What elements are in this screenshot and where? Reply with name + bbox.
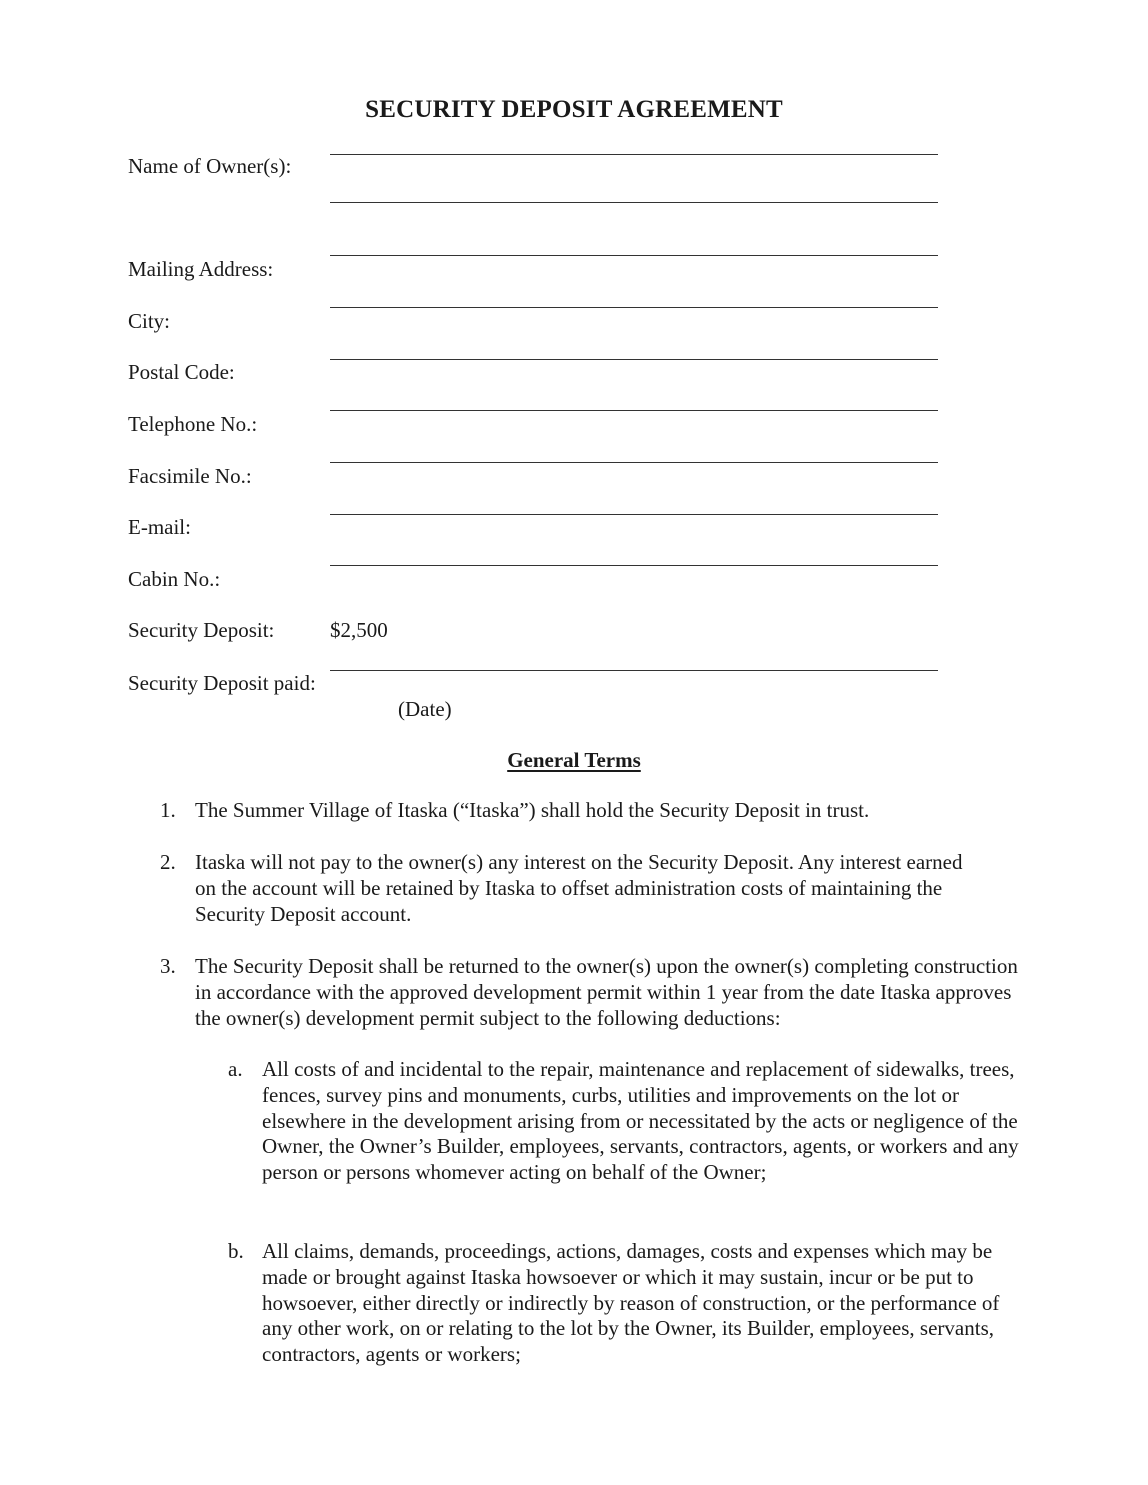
facsimile-label: Facsimile No.: (128, 464, 252, 488)
term-text: The Summer Village of Itaska (“Itaska”) shall hold the Security Deposit in trust. (195, 798, 870, 822)
telephone-field[interactable] (330, 410, 938, 411)
email-label: E-mail: (128, 515, 191, 539)
security-deposit-label: Security Deposit: (128, 618, 275, 642)
city-field[interactable] (330, 307, 938, 308)
cabin-number-label: Cabin No.: (128, 567, 221, 591)
postal-code-field[interactable] (330, 359, 938, 360)
owner-name-field[interactable] (330, 154, 938, 155)
general-terms-heading (0, 747, 1148, 773)
date-caption: (Date) (398, 697, 452, 721)
mailing-address-label: Mailing Address: (128, 257, 274, 281)
security-deposit-paid-date-field[interactable] (330, 670, 938, 671)
general-terms-heading-text: General Terms (507, 748, 641, 772)
cabin-number-field[interactable] (330, 565, 938, 566)
mailing-address-field[interactable] (330, 255, 938, 256)
email-field[interactable] (330, 514, 938, 515)
term-marker: 3. (160, 954, 176, 978)
security-deposit-paid-label: Security Deposit paid: (128, 671, 316, 695)
term-text: The Security Deposit shall be returned to the owner(s) upon the owner(s) completing construction in accordance with the approved development permit within 1 year from the date Itaska approves the owner(s) development permit subject to the following deductions: (195, 954, 1018, 1030)
term-marker: 1. (160, 798, 176, 822)
postal-code-label: Postal Code: (128, 360, 235, 384)
security-deposit-amount: $2,500 (330, 618, 388, 642)
city-label: City: (128, 309, 171, 333)
owner-name-label: Name of Owner(s): (128, 154, 292, 178)
subitem-marker: b. (228, 1239, 244, 1263)
subitem-text: All claims, demands, proceedings, actions, damages, costs and expenses which may be made or brought against Itaska howsoever or which it may sustain, incur or be put to howsoever, either directly or indirectly by reason of construction, or the performance of any other work, on or relating to the lot by the Owner, its Builder, employees, servants, contractors, agents or workers; (262, 1239, 1000, 1367)
owner-name-field-line-2[interactable] (330, 202, 938, 203)
facsimile-field[interactable] (330, 462, 938, 463)
subitem-text: All costs of and incidental to the repair, maintenance and replacement of sidewalks, trees, fences, survey pins and monuments, curbs, utilities and improvements on the lot or elsewhere in the development arising from or necessitated by the acts or negligence of the Owner, the Owner’s Builder, employees, servants, contractors, agents, or workers and any person or persons whomever acting on behalf of the Owner; (262, 1057, 1019, 1185)
telephone-label: Telephone No.: (128, 412, 258, 436)
term-marker: 2. (160, 850, 176, 874)
term-text: Itaska will not pay to the owner(s) any interest on the Security Deposit. Any interest earned on the account will be retained by Itaska to offset administration costs of maintaining the Security Deposit account. (195, 850, 963, 926)
document-title: SECURITY DEPOSIT AGREEMENT (365, 96, 783, 123)
subitem-marker: a. (228, 1057, 243, 1081)
